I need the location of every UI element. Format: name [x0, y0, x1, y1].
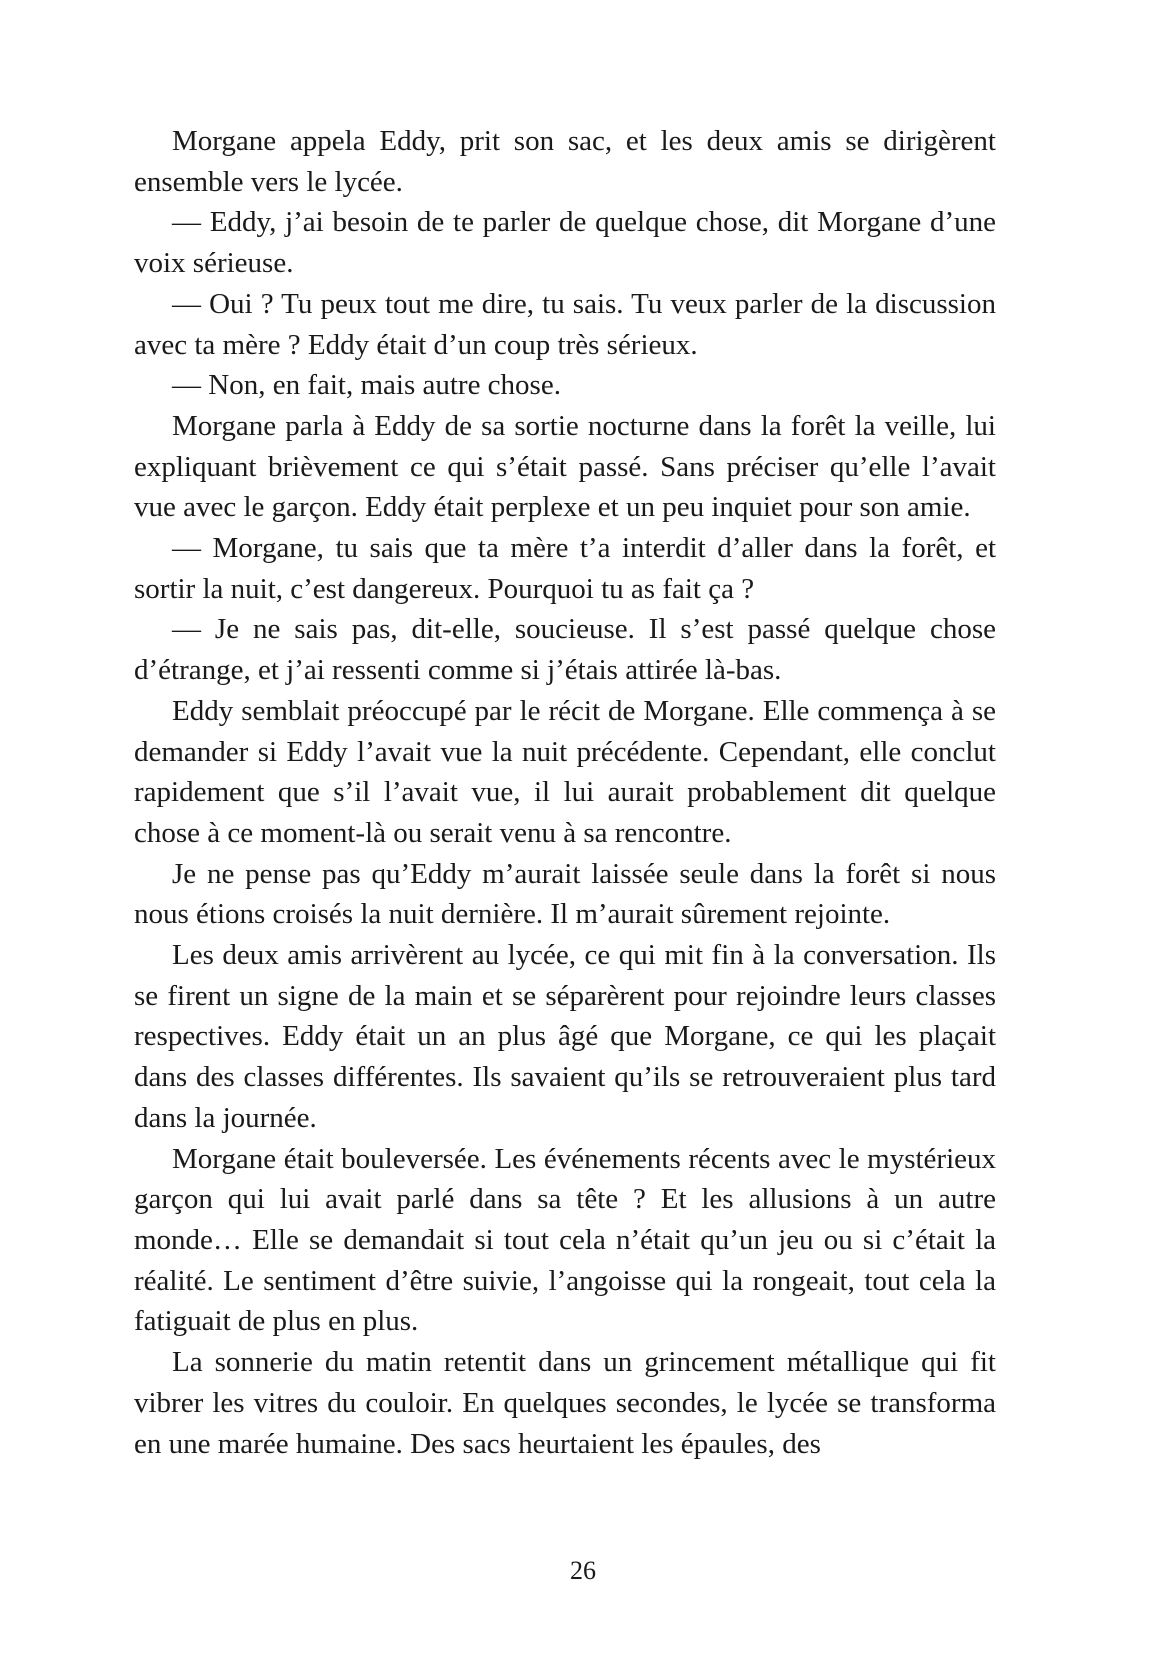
paragraph: Eddy semblait préoccupé par le récit de Morgane. Elle commença à se demander si Eddy l’avait vue la nuit précédente. Cependant, elle conclut rapidement que s’il l’avait vue, il lui aurait probablement dit quelque chose à ce moment-là ou serait venu à sa rencontre.	[134, 694, 996, 849]
paragraph: La sonnerie du matin retentit dans un grincement métallique qui fit vibrer les vitres du couloir. En quelques secondes, le lycée se transforma en une marée humaine. Des sacs heurtaient les épaules, des	[134, 1346, 996, 1460]
paragraph: Morgane appela Eddy, prit son sac, et les deux amis se dirigèrent ensemble vers le lycée.	[134, 125, 996, 198]
paragraph: Morgane était bouleversée. Les événements récents avec le mystérieux garçon qui lui avait parlé dans sa tête ? Et les allusions à un autre monde… Elle se demandait si tout cela n’était qu’un jeu ou si c’était la réalité. Le sentiment d’être suivie, l’angoisse qui la rongeait, tout cela la fatiguait de plus en plus.	[134, 1142, 996, 1338]
dialogue-paragraph: — Je ne sais pas, dit-elle, soucieuse. Il s’est passé quelque chose d’étrange, et j’ai ressenti comme si j’étais attirée là-bas.	[134, 613, 996, 687]
paragraph: Morgane parla à Eddy de sa sortie nocturne dans la forêt la veille, lui expliquant brièvement ce qui s’était passé. Sans préciser qu’elle l’avait vue avec le garçon. Eddy était perplexe et un peu inquiet pour son amie.	[134, 409, 996, 524]
dialogue-paragraph: — Morgane, tu sais que ta mère t’a interdit d’aller dans la forêt, et sortir la nuit, c’est dangereux. Pourquoi tu as fait ça ?	[134, 532, 996, 605]
dialogue-paragraph: — Oui ? Tu peux tout me dire, tu sais. Tu veux parler de la discussion avec ta mère ? Eddy était d’un coup très sérieux.	[134, 287, 996, 361]
body-text	[134, 121, 996, 1464]
dialogue-paragraph: — Non, en fait, mais autre chose.	[172, 369, 561, 402]
paragraph: Je ne pense pas qu’Eddy m’aurait laissée seule dans la forêt si nous nous étions croisés la nuit dernière. Il m’aurait sûrement rejointe.	[134, 857, 996, 931]
paragraph: Les deux amis arrivèrent au lycée, ce qui mit fin à la conversation. Ils se firent un signe de la main et se séparèrent pour rejoindre leurs classes respectives. Eddy était un an plus âgé que Morgane, ce qui les plaçait dans des classes différentes. Ils savaient qu’ils se retrouveraient plus tard dans la journée.	[134, 939, 996, 1134]
page-number: 26	[570, 1556, 596, 1585]
dialogue-paragraph: — Eddy, j’ai besoin de te parler de quelque chose, dit Morgane d’une voix sérieuse.	[134, 206, 996, 280]
